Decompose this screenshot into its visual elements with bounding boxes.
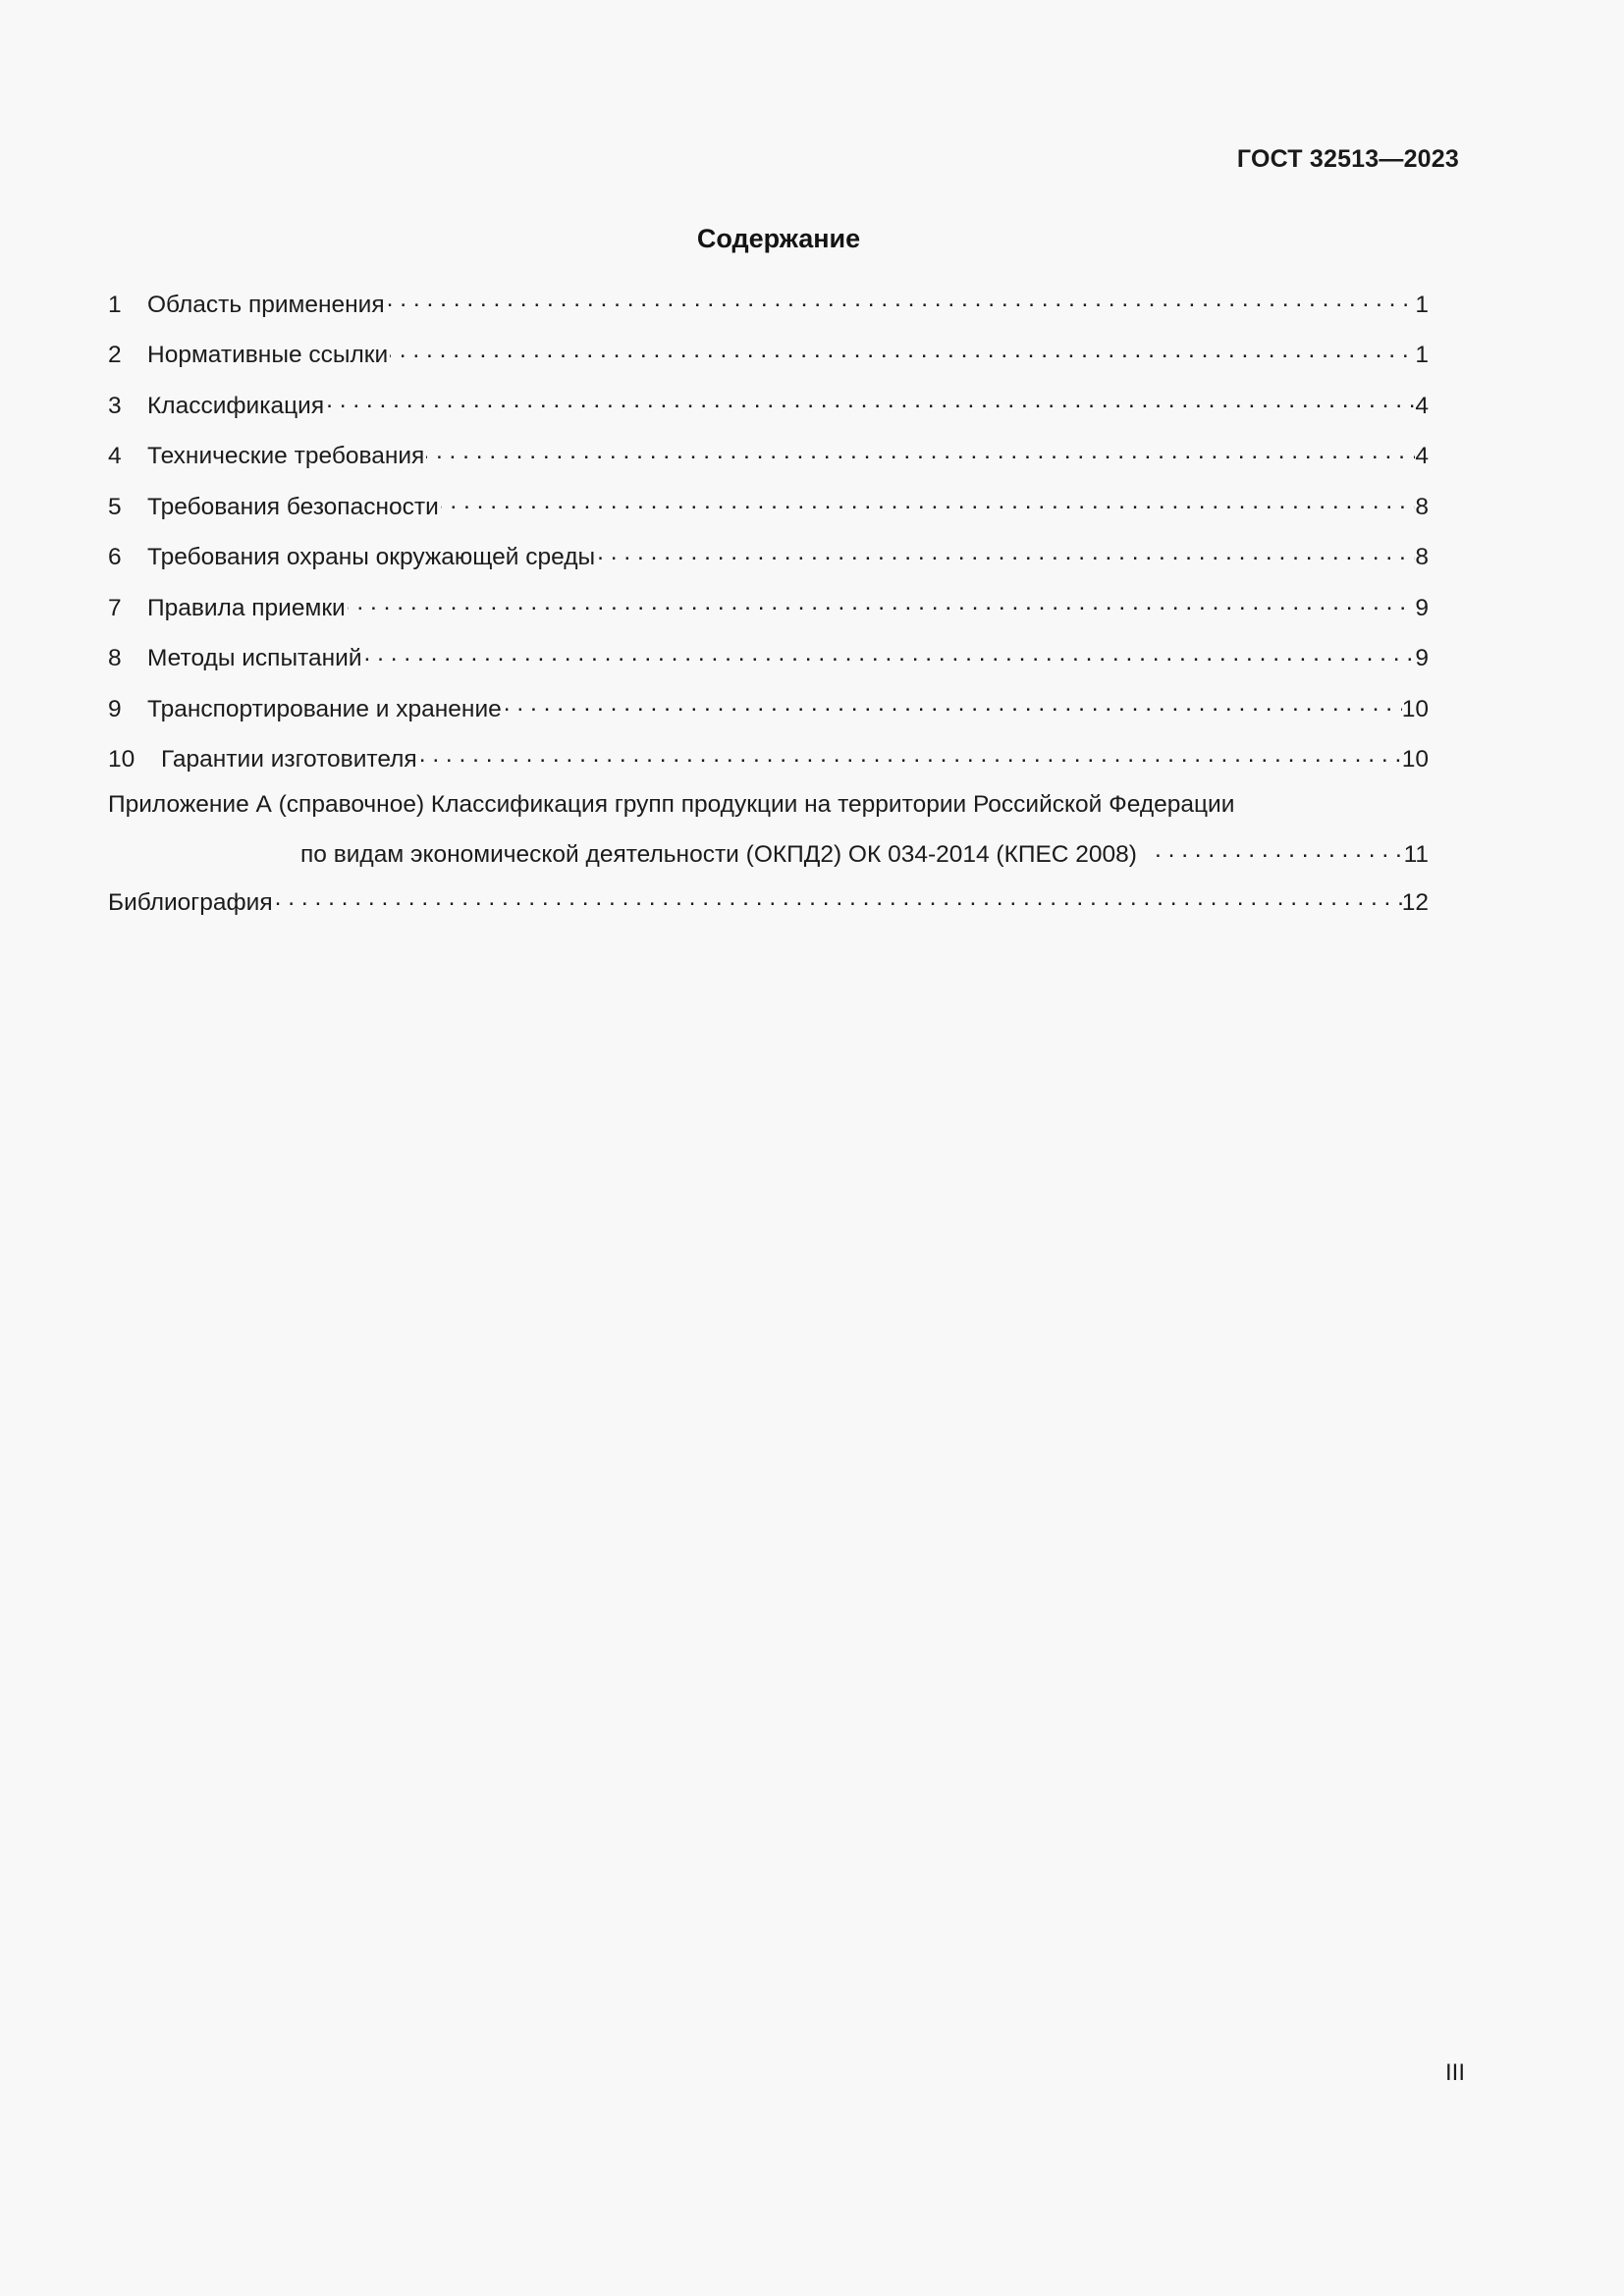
toc-dot-leader bbox=[364, 642, 1416, 667]
toc-dot-leader bbox=[348, 591, 1416, 615]
toc-dot-leader bbox=[597, 541, 1415, 565]
toc-entry[interactable] bbox=[108, 541, 1429, 570]
toc-entry-appendix[interactable] bbox=[108, 793, 1429, 868]
toc-dot-leader bbox=[275, 886, 1402, 911]
toc-entry-label: Классификация bbox=[147, 392, 325, 419]
table-of-contents bbox=[108, 288, 1429, 936]
toc-entry[interactable] bbox=[108, 389, 1429, 418]
toc-entry-label: Нормативные ссылки bbox=[147, 342, 389, 368]
toc-dot-leader bbox=[1155, 838, 1404, 863]
toc-entry[interactable] bbox=[108, 743, 1429, 773]
toc-bibliography-page: 12 bbox=[1401, 889, 1429, 916]
toc-entry[interactable] bbox=[108, 339, 1429, 368]
toc-entry-page: 1 bbox=[1415, 291, 1429, 318]
toc-dot-leader bbox=[419, 743, 1402, 768]
toc-entry-page: 8 bbox=[1415, 544, 1429, 570]
toc-entry-page: 1 bbox=[1415, 342, 1429, 368]
toc-entry-number: 8 bbox=[108, 645, 122, 671]
toc-entry-label: Правила приемки bbox=[147, 594, 346, 621]
toc-entry-number: 4 bbox=[108, 443, 122, 469]
toc-dot-leader bbox=[387, 288, 1416, 312]
toc-entry-number: 3 bbox=[108, 392, 122, 419]
toc-entry-label: Требования безопасности bbox=[147, 493, 439, 520]
toc-entry-page: 9 bbox=[1415, 645, 1429, 671]
toc-dot-leader bbox=[326, 389, 1415, 413]
toc-entry-number: 10 bbox=[108, 746, 135, 773]
toc-entry-number: 5 bbox=[108, 493, 122, 520]
toc-appendix-line-2-row bbox=[108, 838, 1429, 868]
toc-entry[interactable] bbox=[108, 440, 1429, 469]
toc-entry-page: 8 bbox=[1415, 493, 1429, 520]
toc-entry-number: 6 bbox=[108, 544, 122, 570]
toc-dot-leader bbox=[390, 339, 1415, 363]
toc-entry[interactable] bbox=[108, 490, 1429, 519]
toc-appendix-page: 11 bbox=[1403, 841, 1429, 868]
toc-entry-label: Методы испытаний bbox=[147, 645, 362, 671]
toc-bibliography-label: Библиография bbox=[108, 889, 273, 916]
toc-entry-page: 4 bbox=[1415, 392, 1429, 419]
toc-entry-label: Область применения bbox=[147, 291, 385, 318]
page-folio: III bbox=[1444, 2059, 1465, 2086]
toc-entry-page: 10 bbox=[1401, 746, 1429, 773]
document-standard-number: ГОСТ 32513—2023 bbox=[1236, 145, 1459, 173]
toc-appendix-line-1: Приложение А (справочное) Классификация групп продукции на территории Российской Федерации bbox=[108, 791, 1235, 818]
toc-entry[interactable] bbox=[108, 642, 1429, 671]
page-title: Содержание bbox=[696, 224, 861, 253]
toc-entry-page: 10 bbox=[1401, 695, 1429, 722]
toc-entry-number: 1 bbox=[108, 291, 122, 318]
toc-dot-leader bbox=[441, 490, 1416, 514]
toc-entry-page: 9 bbox=[1415, 594, 1429, 621]
toc-dot-leader bbox=[426, 440, 1415, 464]
toc-entry-label: Транспортирование и хранение bbox=[147, 695, 502, 722]
toc-entry-number: 7 bbox=[108, 594, 122, 621]
toc-entry-label: Технические требования bbox=[147, 443, 425, 469]
toc-entry[interactable] bbox=[108, 288, 1429, 317]
toc-entry-number: 2 bbox=[108, 342, 122, 368]
toc-entry-number: 9 bbox=[108, 695, 122, 722]
toc-entry[interactable] bbox=[108, 591, 1429, 620]
toc-entry-label: Гарантии изготовителя bbox=[161, 746, 417, 773]
toc-entry-page: 4 bbox=[1415, 443, 1429, 469]
toc-entry[interactable] bbox=[108, 692, 1429, 721]
toc-appendix-line-2: по видам экономической деятельности (ОКПД2) ОК 034-2014 (КПЕС 2008) bbox=[300, 841, 1137, 868]
toc-dot-leader bbox=[504, 692, 1402, 717]
toc-entry-bibliography[interactable] bbox=[108, 886, 1429, 916]
toc-entry-label: Требования охраны окружающей среды bbox=[147, 544, 596, 570]
